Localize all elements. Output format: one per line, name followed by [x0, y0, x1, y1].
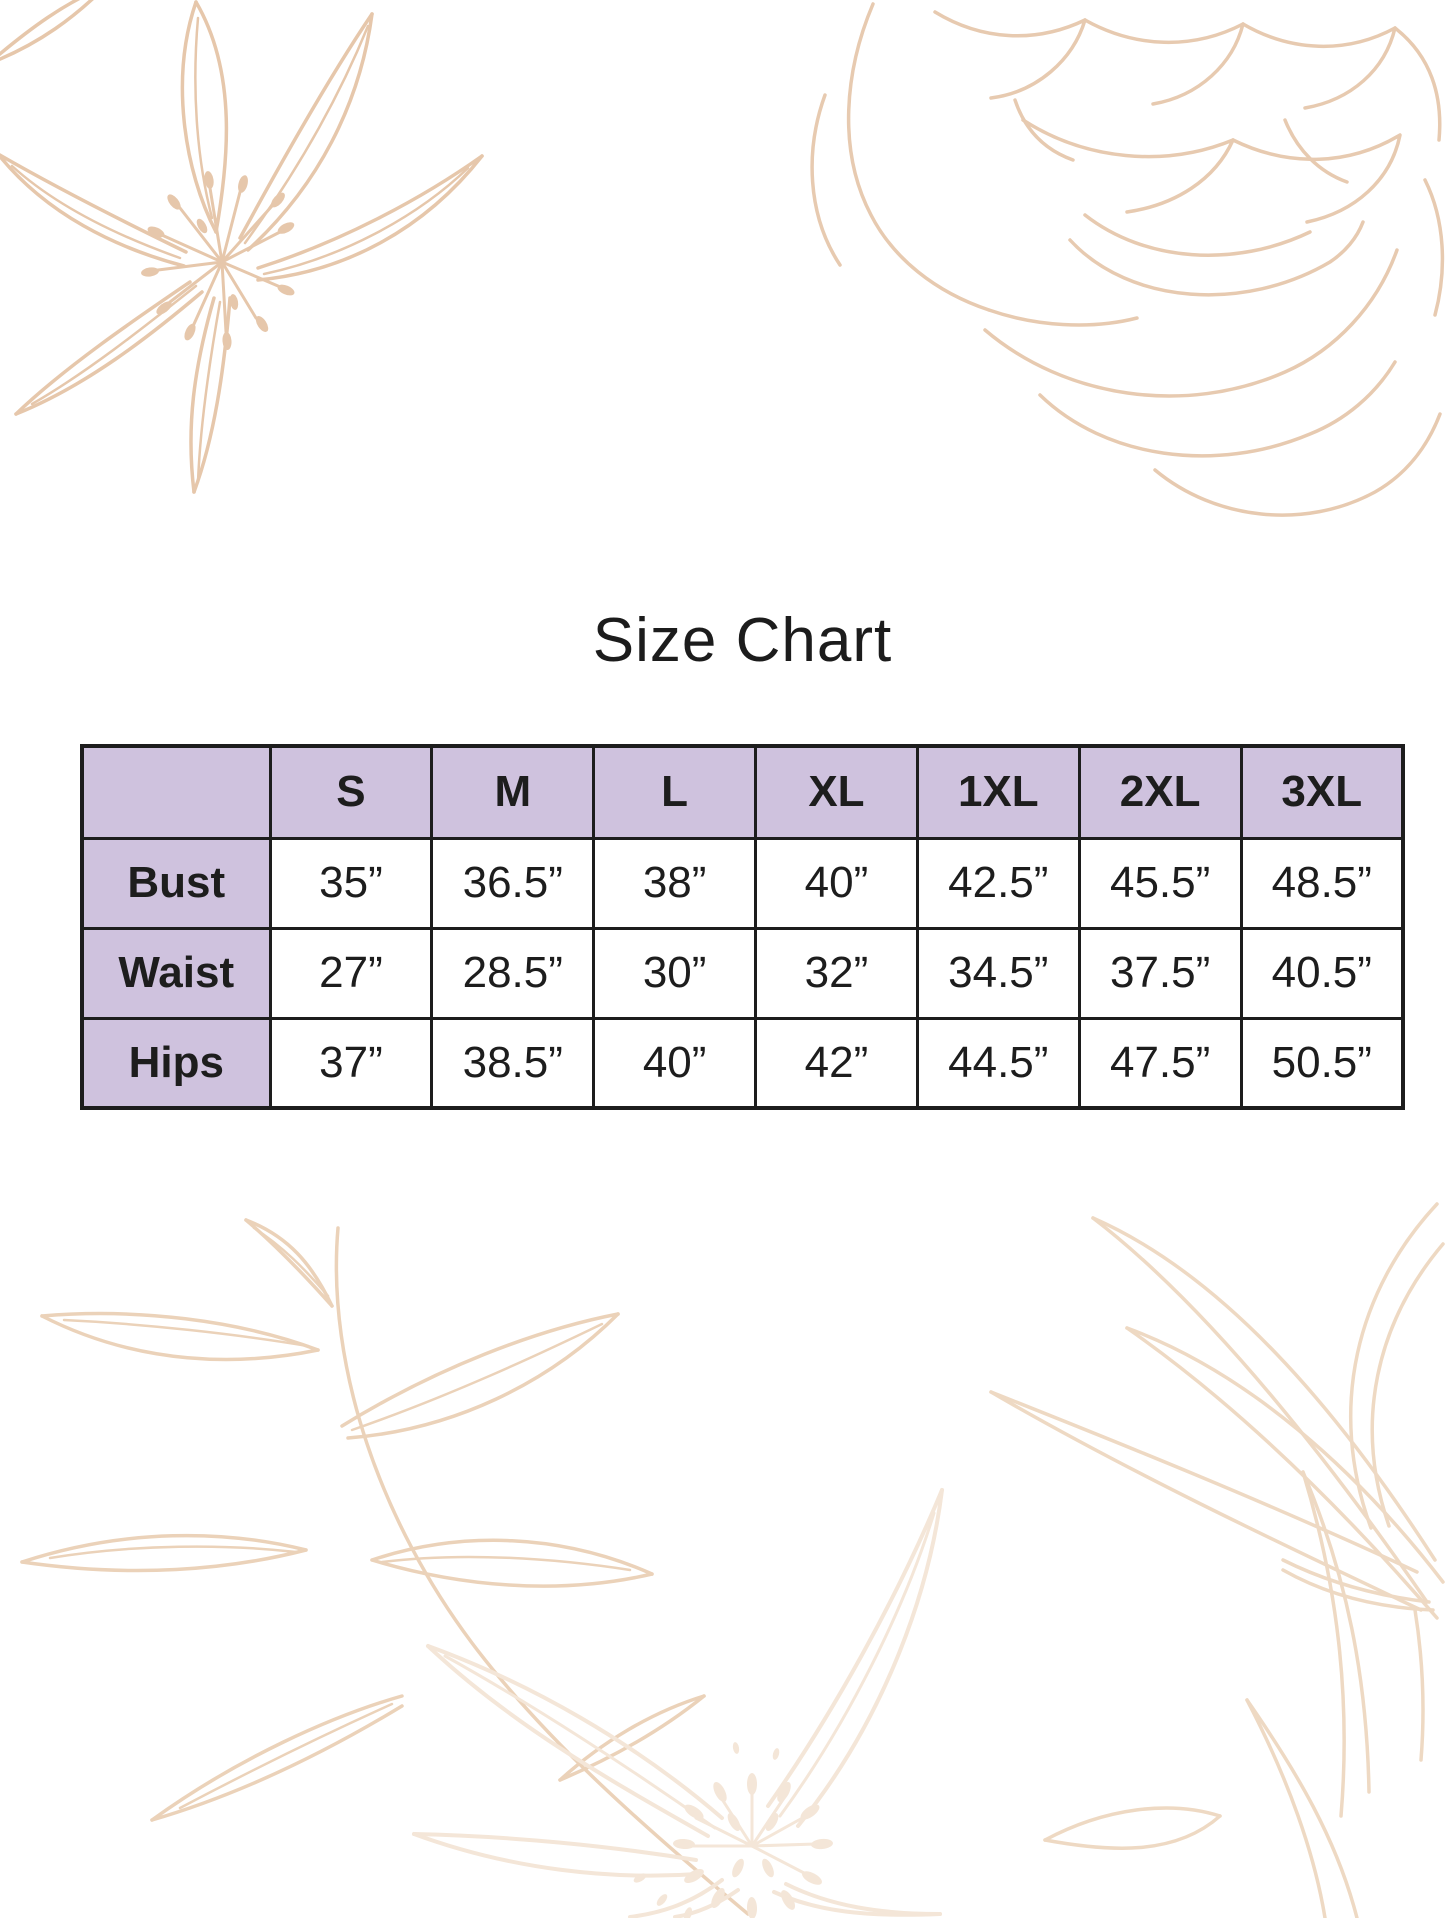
hips-value-2xl: 47.5” [1079, 1018, 1241, 1108]
row-label-hips: Hips [82, 1018, 270, 1108]
waist-value-s: 27” [270, 928, 432, 1018]
waist-value-xl: 32” [756, 928, 918, 1018]
size-column-header-xl: XL [756, 746, 918, 838]
size-column-header-1xl: 1XL [917, 746, 1079, 838]
hips-value-m: 38.5” [432, 1018, 594, 1108]
waist-value-m: 28.5” [432, 928, 594, 1018]
wispy-leaves-icon [985, 1140, 1445, 1918]
measurement-row-hips [82, 1018, 1403, 1108]
bust-value-1xl: 42.5” [917, 838, 1079, 928]
size-column-header-m: M [432, 746, 594, 838]
page-title: Size Chart [592, 606, 893, 675]
size-column-header-3xl: 3XL [1241, 746, 1403, 838]
peony-rose-icon [785, 0, 1445, 600]
size-column-header-s: S [270, 746, 432, 838]
hips-value-xl: 42” [756, 1018, 918, 1108]
row-label-bust: Bust [82, 838, 270, 928]
measurement-row-waist [82, 928, 1403, 1018]
size-chart-table [80, 744, 1405, 1110]
magnolia-flower-icon [400, 1398, 1100, 1918]
hips-value-l: 40” [594, 1018, 756, 1108]
hips-value-1xl: 44.5” [917, 1018, 1079, 1108]
corner-cell [82, 746, 270, 838]
clematis-flower-icon [0, 0, 508, 506]
waist-value-1xl: 34.5” [917, 928, 1079, 1018]
bust-value-3xl: 48.5” [1241, 838, 1403, 928]
row-label-waist: Waist [82, 928, 270, 1018]
bust-value-s: 35” [270, 838, 432, 928]
bust-value-2xl: 45.5” [1079, 838, 1241, 928]
size-column-header-2xl: 2XL [1079, 746, 1241, 838]
size-column-header-l: L [594, 746, 756, 838]
waist-value-3xl: 40.5” [1241, 928, 1403, 1018]
measurement-row-bust [82, 838, 1403, 928]
hips-value-3xl: 50.5” [1241, 1018, 1403, 1108]
waist-value-l: 30” [594, 928, 756, 1018]
leaf-branch-icon [0, 1218, 800, 1918]
waist-value-2xl: 37.5” [1079, 928, 1241, 1018]
bust-value-l: 38” [594, 838, 756, 928]
bust-value-xl: 40” [756, 838, 918, 928]
hips-value-s: 37” [270, 1018, 432, 1108]
size-header-row [82, 746, 1403, 838]
bust-value-m: 36.5” [432, 838, 594, 928]
